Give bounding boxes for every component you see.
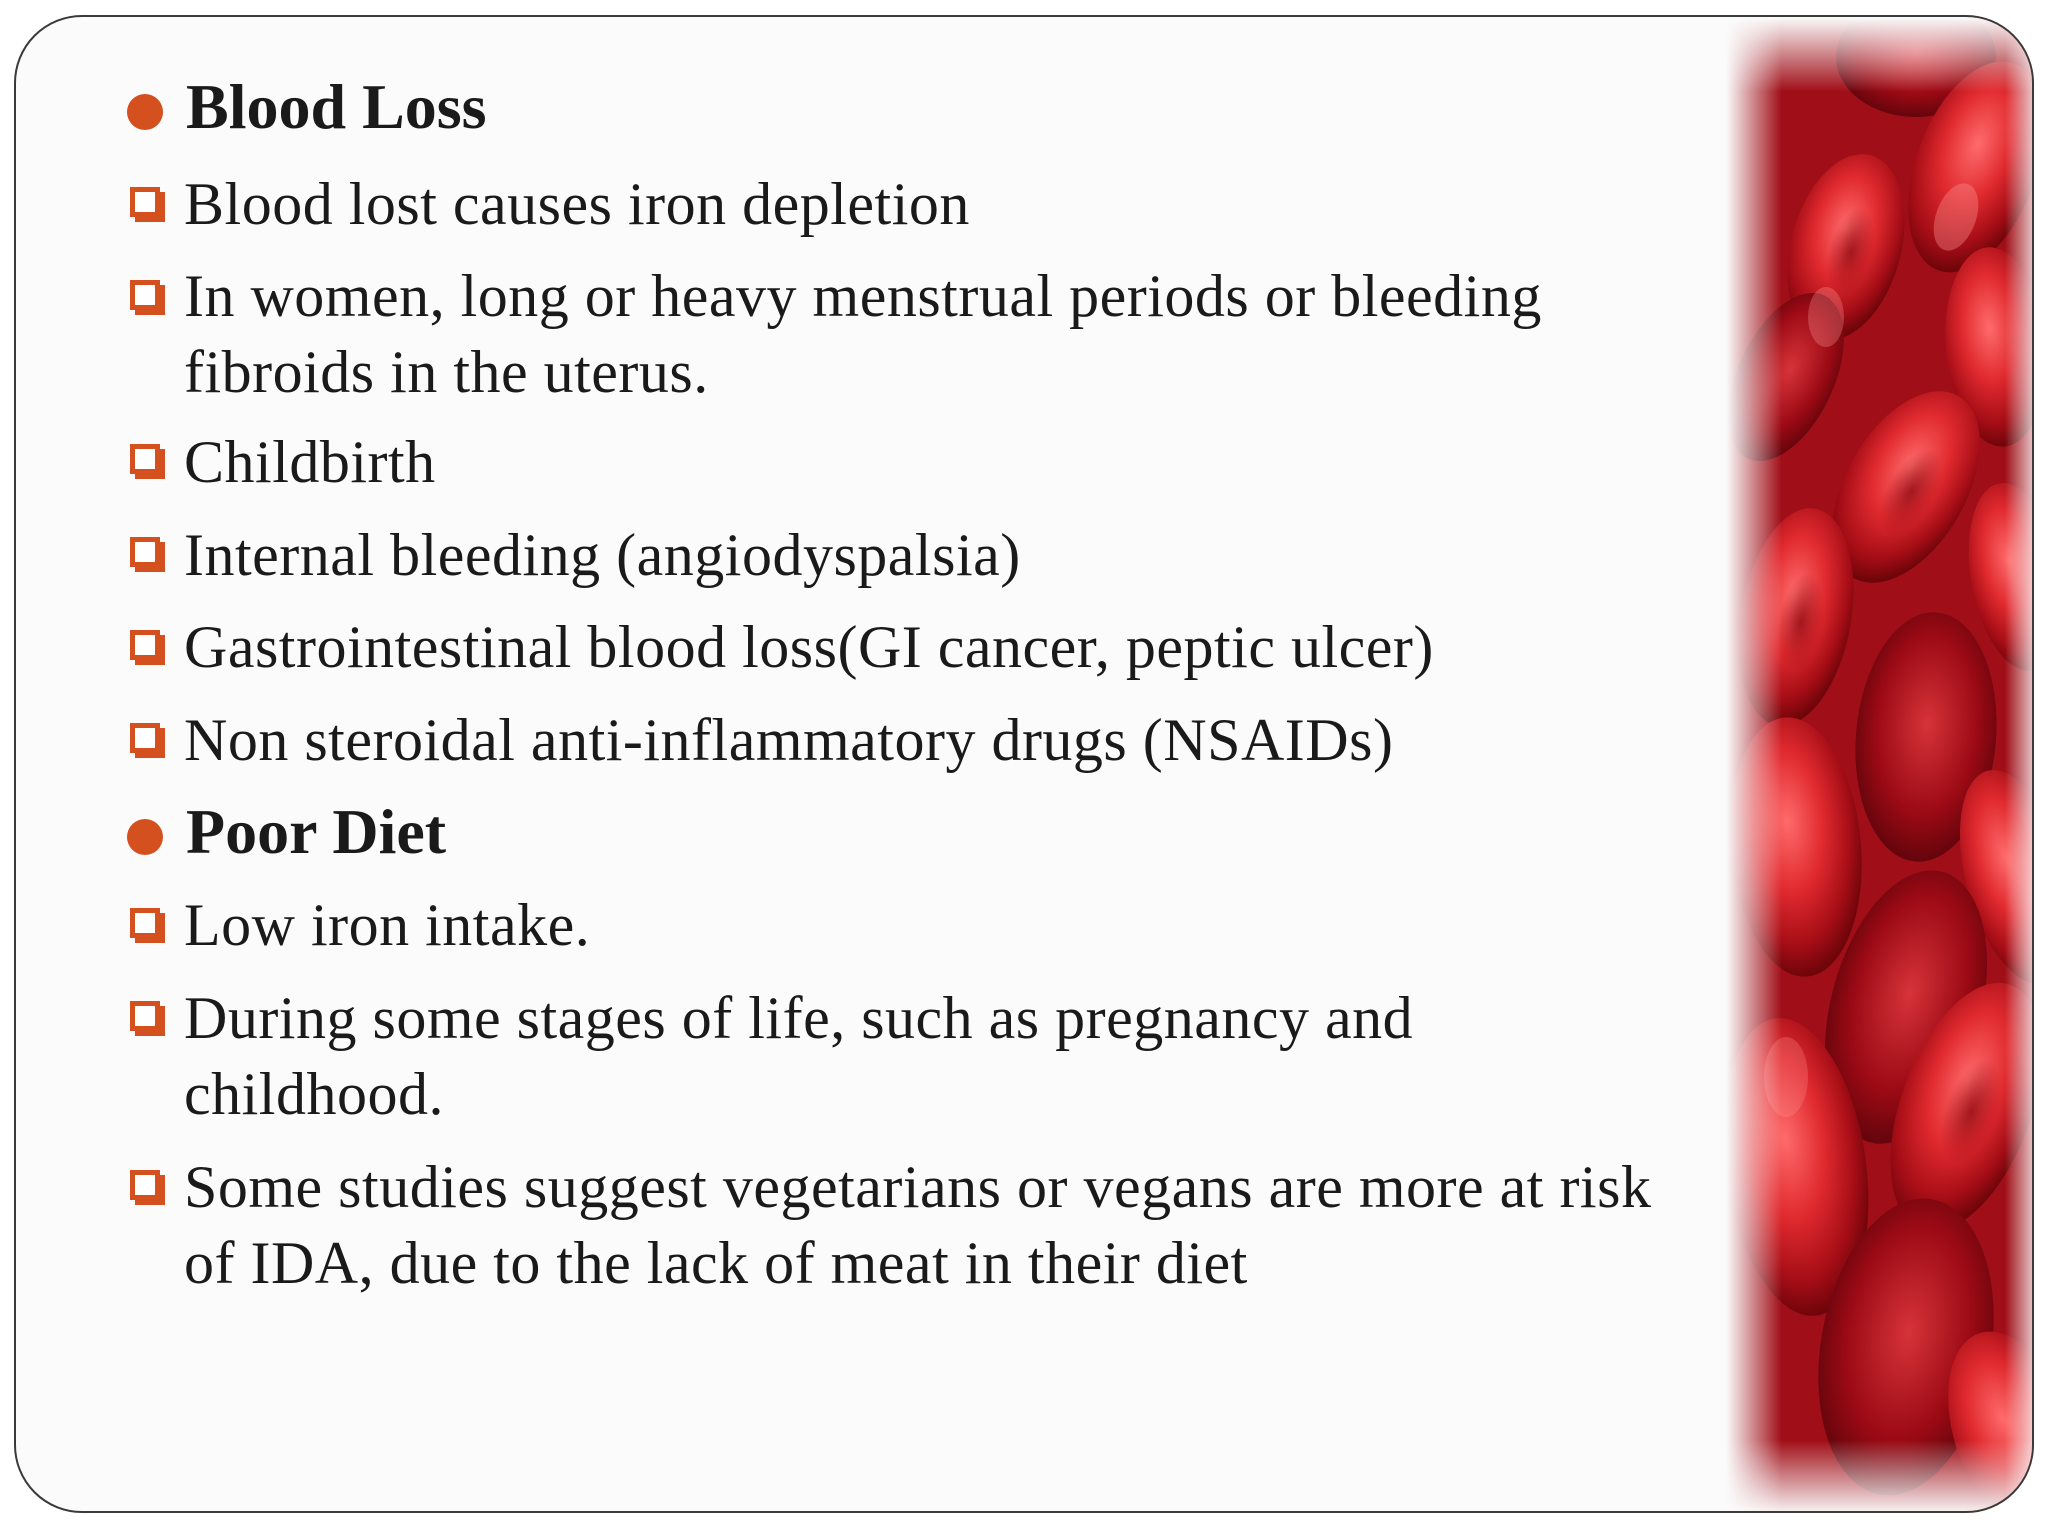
list-item: Blood lost causes iron depletion [184, 171, 970, 237]
red-blood-cells-image [1726, 17, 2034, 1511]
list-item: In women, long or heavy menstrual periods or bleeding [184, 263, 1542, 329]
section-heading: Poor Diet [186, 796, 447, 867]
list-item-continuation: fibroids in the uterus. [184, 339, 709, 405]
list-item: During some stages of life, such as pregnancy and [184, 985, 1414, 1051]
list-item: Internal bleeding (angiodyspalsia) [184, 522, 1021, 588]
list-item: Some studies suggest vegetarians or vegans are more at risk [184, 1154, 1652, 1220]
list-item: Gastrointestinal blood loss(GI cancer, peptic ulcer) [184, 614, 1434, 680]
list-item: Childbirth [184, 429, 436, 495]
list-item-continuation: childhood. [184, 1061, 444, 1127]
list-item-continuation: of IDA, due to the lack of meat in their diet [184, 1230, 1248, 1296]
list-item: Low iron intake. [184, 892, 591, 958]
section-heading: Blood Loss [186, 71, 487, 142]
list-item: Non steroidal anti-inflammatory drugs (NSAIDs) [184, 707, 1394, 773]
